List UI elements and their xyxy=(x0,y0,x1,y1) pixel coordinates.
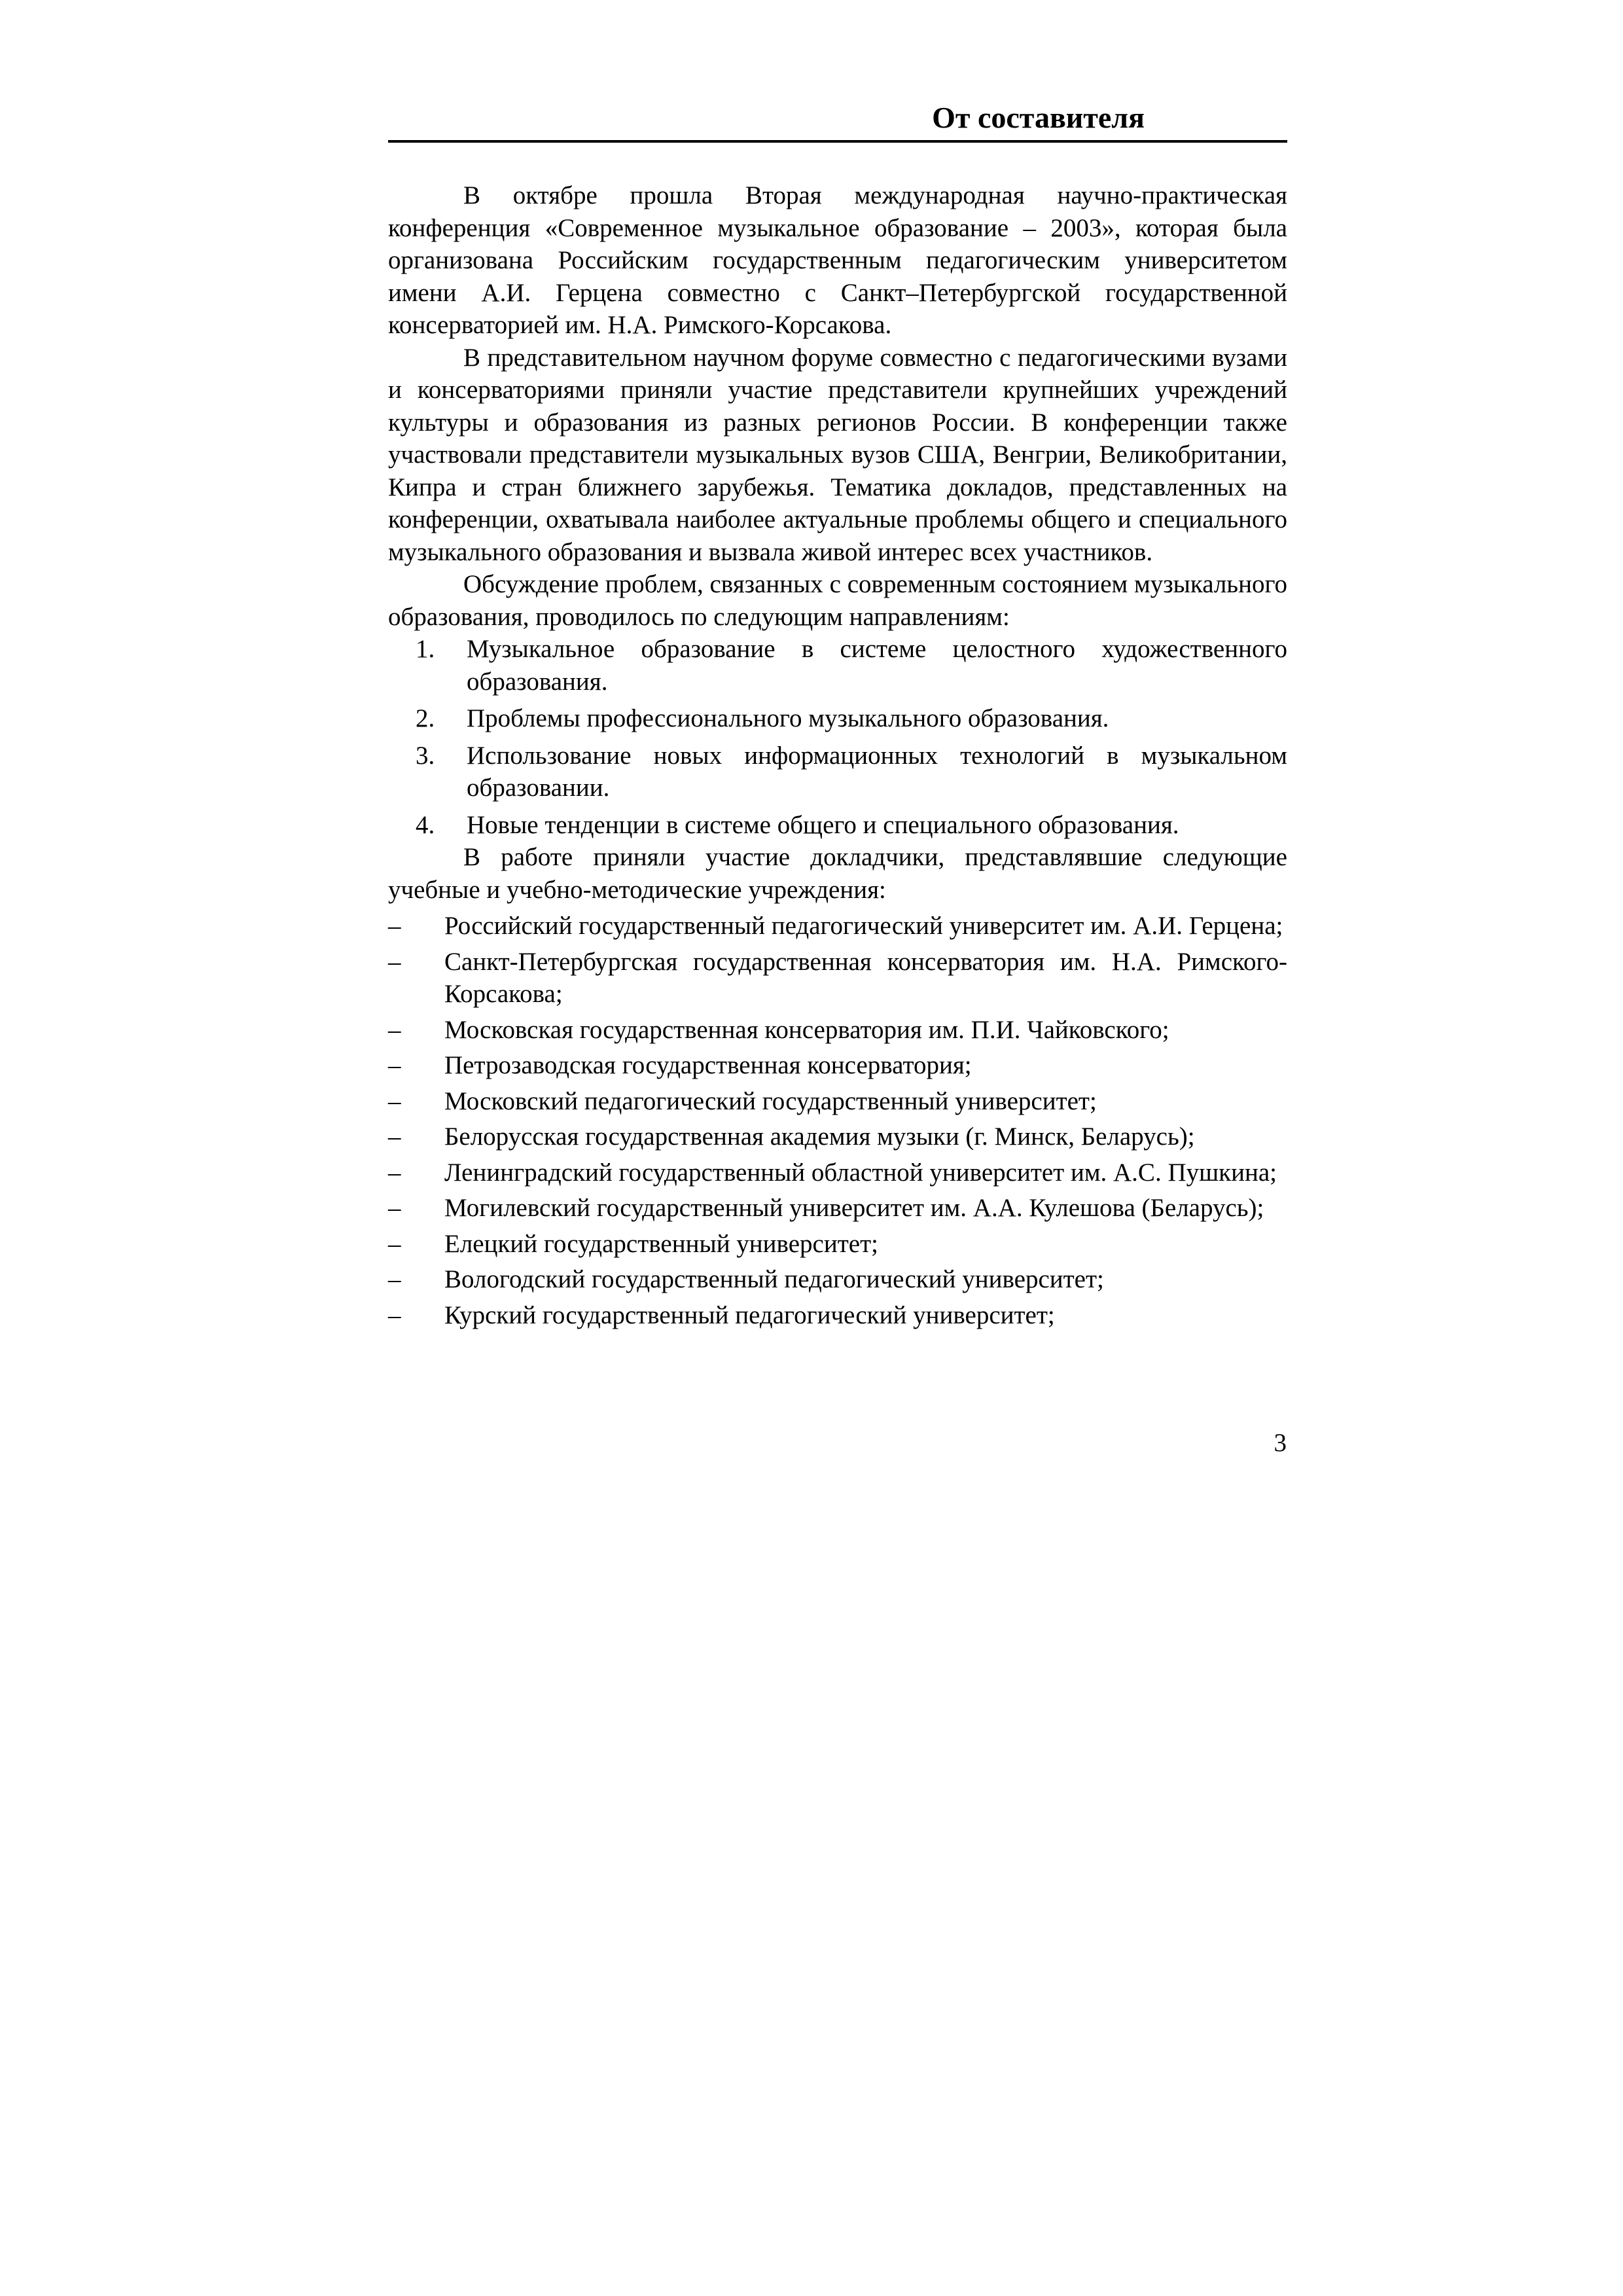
paragraph-discussion: Обсуждение проблем, связанных с современным состоянием музыкального образования, проводилось по следующим направлениям: xyxy=(388,570,1287,631)
institution-name: Курский государственный педагогический университет; xyxy=(444,1300,1055,1329)
list-dash: – xyxy=(388,1051,401,1079)
list-number: 1. xyxy=(416,635,435,663)
list-dash: – xyxy=(388,1015,401,1044)
list-item xyxy=(388,633,1287,698)
list-item-text: Использование новых информационных технологий в музыкальном образовании. xyxy=(467,741,1287,802)
title-underline xyxy=(388,140,1287,143)
list-dash: – xyxy=(388,947,401,976)
institution-name: Московская государственная консерватория им. П.И. Чайковского; xyxy=(444,1015,1169,1044)
list-item xyxy=(388,1157,1287,1189)
list-dash: – xyxy=(388,1158,401,1187)
institution-name: Могилевский государственный университет им. А.А. Кулешова (Беларусь); xyxy=(444,1194,1264,1222)
list-item xyxy=(388,809,1287,842)
page-title: От составителя xyxy=(932,101,1145,134)
list-dash: – xyxy=(388,1265,401,1293)
institution-name: Белорусская государственная академия музыки (г. Минск, Беларусь); xyxy=(444,1122,1195,1151)
paragraph-forum: В представительном научном форуме совместно с педагогическими вузами и консерваториями приняли участие представители крупнейших учреждений культуры и образования из разных регионов России. В конференции также участвовали представители музыкальных вузов США, Венгрии, Великобритании, Кипра и стран ближнего зарубежья. Тематика докладов, представленных на конференции, охватывала наиболее актуальные проблемы общего и специального музыкального образования и вызвала живой интерес всех участников. xyxy=(388,343,1287,566)
list-dash: – xyxy=(388,1300,401,1329)
list-item xyxy=(388,910,1287,942)
list-dash: – xyxy=(388,912,401,940)
list-item-text: Музыкальное образование в системе целостного художественного образования. xyxy=(467,635,1287,696)
list-number: 3. xyxy=(416,741,435,770)
list-dash: – xyxy=(388,1229,401,1258)
list-dash: – xyxy=(388,1122,401,1151)
page-content xyxy=(388,98,1287,1335)
list-item-text: Проблемы профессионального музыкального образования. xyxy=(467,704,1109,732)
list-item xyxy=(388,1299,1287,1332)
page-number: 3 xyxy=(1274,1429,1287,1457)
institution-name: Ленинградский государственный областной университет им. А.С. Пушкина; xyxy=(444,1158,1277,1187)
list-item xyxy=(388,740,1287,804)
body-text xyxy=(388,179,1287,1331)
list-item xyxy=(388,1085,1287,1118)
list-item xyxy=(388,1049,1287,1082)
list-item xyxy=(388,946,1287,1011)
institution-name: Московский педагогический государственный университет; xyxy=(444,1086,1097,1115)
institution-name: Петрозаводская государственная консерватория; xyxy=(444,1051,972,1079)
list-number: 4. xyxy=(416,810,435,839)
list-item xyxy=(388,1228,1287,1261)
list-dash: – xyxy=(388,1194,401,1222)
institution-name: Елецкий государственный университет; xyxy=(444,1229,878,1258)
list-dash: – xyxy=(388,1086,401,1115)
list-item xyxy=(388,702,1287,735)
paragraph-conference: В октябре прошла Вторая международная научно-практическая конференция «Современное музыкальное образование – 2003», которая была организована Российским государственным педагогическим университетом имени А.И. Герцена совместно с Санкт–Петербургской государственной консерваторией им. Н.А. Римского-Корсакова. xyxy=(388,181,1287,339)
list-item xyxy=(388,1014,1287,1047)
institution-name: Российский государственный педагогический университет им. А.И. Герцена; xyxy=(444,912,1283,940)
directions-list xyxy=(388,633,1287,841)
paragraph-participants: В работе приняли участие докладчики, представлявшие следующие учебные и учебно-методические учреждения: xyxy=(388,843,1287,904)
institution-name: Вологодский государственный педагогический университет; xyxy=(444,1265,1104,1293)
list-item xyxy=(388,1192,1287,1225)
institutions-list xyxy=(388,910,1287,1331)
list-item-text: Новые тенденции в системе общего и специального образования. xyxy=(467,810,1179,839)
institution-name: Санкт-Петербургская государственная консерватория им. Н.А. Римского-Корсакова; xyxy=(444,947,1287,1008)
list-item xyxy=(388,1121,1287,1153)
list-number: 2. xyxy=(416,704,435,732)
list-item xyxy=(388,1263,1287,1296)
